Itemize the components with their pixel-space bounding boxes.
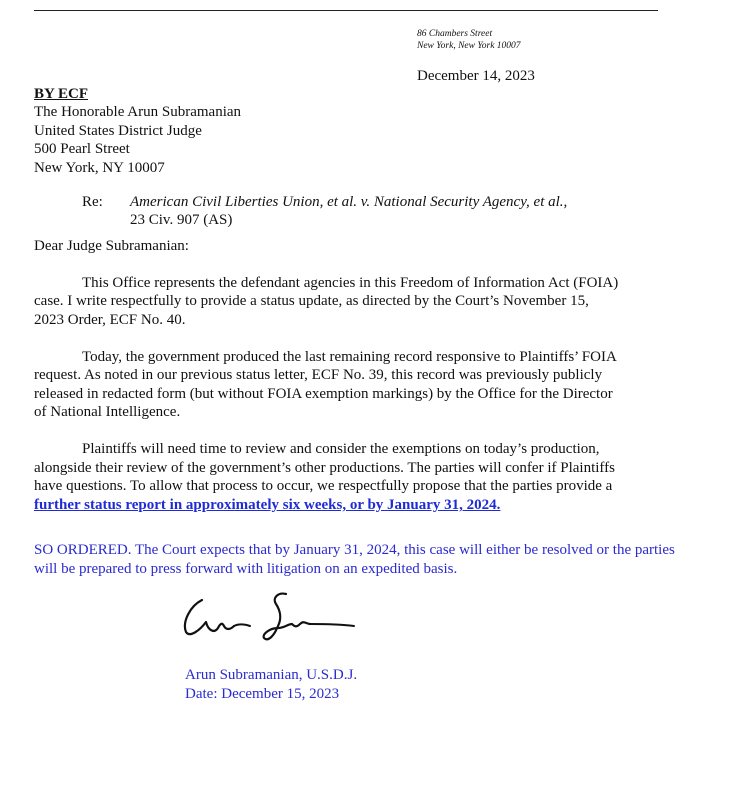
judge-name: Arun Subramanian, U.S.D.J. bbox=[185, 667, 358, 683]
paragraph-3-line-3: have questions. To allow that process to occur, we respectfully propose that the parties provide a bbox=[34, 478, 613, 494]
paragraph-1-line-1: This Office represents the defendant agencies in this Freedom of Information Act (FOIA) bbox=[82, 275, 619, 291]
re-label: Re: bbox=[82, 194, 103, 210]
letterhead-rule bbox=[34, 10, 658, 11]
paragraph-2-line-1: Today, the government produced the last remaining record responsive to Plaintiffs’ FOIA bbox=[82, 349, 617, 365]
recipient-name: The Honorable Arun Subramanian bbox=[34, 104, 242, 120]
recipient-city: New York, NY 10007 bbox=[34, 160, 165, 176]
delivery-method: BY ECF bbox=[34, 86, 89, 102]
letter-date: December 14, 2023 bbox=[417, 68, 535, 84]
paragraph-1-line-3: 2023 Order, ECF No. 40. bbox=[34, 312, 186, 328]
office-address-line1: 86 Chambers Street bbox=[417, 29, 493, 39]
case-name: American Civil Liberties Union, et al. v. National Security Agency, et al., bbox=[130, 194, 568, 210]
recipient-street: 500 Pearl Street bbox=[34, 141, 130, 157]
order-line-2: will be prepared to press forward with litigation on an expedited basis. bbox=[34, 561, 458, 577]
order-line-1: SO ORDERED. The Court expects that by January 31, 2024, this case will either be resolved or the parties bbox=[34, 542, 675, 558]
paragraph-3-line-2: alongside their review of the government’s other productions. The parties will confer if Plaintiffs bbox=[34, 460, 615, 476]
paragraph-1-line-2: case. I write respectfully to provide a status update, as directed by the Court’s November 15, bbox=[34, 293, 589, 309]
paragraph-2-line-2: request. As noted in our previous status letter, ECF No. 39, this record was previously publicly bbox=[34, 367, 603, 383]
recipient-title: United States District Judge bbox=[34, 123, 202, 139]
highlighted-status-deadline[interactable]: further status report in approximately six weeks, or by January 31, 2024. bbox=[34, 497, 501, 513]
paragraph-2-line-3: released in redacted form (but without FOIA exemption markings) by the Office for the Director bbox=[34, 386, 613, 402]
paragraph-3-line-1: Plaintiffs will need time to review and consider the exemptions on today’s production, bbox=[82, 441, 600, 457]
order-date: Date: December 15, 2023 bbox=[185, 686, 340, 702]
office-address-line2: New York, New York 10007 bbox=[417, 41, 521, 51]
case-number: 23 Civ. 907 (AS) bbox=[130, 212, 233, 228]
paragraph-2-line-4: of National Intelligence. bbox=[34, 404, 181, 420]
salutation: Dear Judge Subramanian: bbox=[34, 238, 189, 254]
judge-signature bbox=[178, 590, 358, 646]
